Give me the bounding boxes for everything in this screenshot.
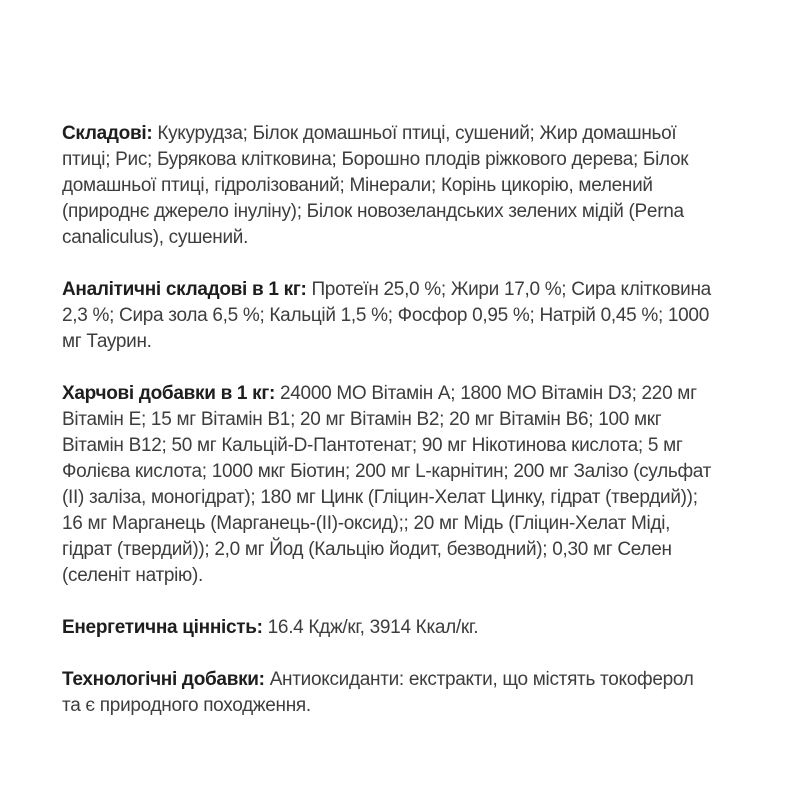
section-nutritional-additives: [62, 381, 712, 589]
section-energy-value: [62, 615, 712, 641]
section-energy-value-text: 16.4 Кдж/кг, 3914 Ккал/кг.: [267, 617, 479, 638]
section-nutritional-additives-text: 24000 МО Вітамін A; 1800 МО Вітамін D3; 220 мг Вітамін E; 15 мг Вітамін B1; 20 мг Вітамін B2; 20 мг Вітамін B6; 100 мкг Вітамін B12; 50 мг Кальцій-D-Пантотенат; 90 мг Нікотинова кислота; 5 мг Фолієва кислота; 1000 мкг Біотин; 200 мг L-карнітин; 200 мг Залізо (сульфат (II) заліза, моногідрат); 180 мг Цинк (Гліцин-Хелат Цинку, гідрат (твердий)); 16 мг Марганець (Марганець-(II)-оксид);; 20 мг Мідь (Гліцин-Хелат Міді, гідрат (твердий)); 2,0 мг Йод (Кальцію йодит, безводний); 0,30 мг Селен (селеніт натрію).: [62, 383, 712, 586]
section-ingredients-text: Кукурудза; Білок домашньої птиці, сушений; Жир домашньої птиці; Рис; Бурякова клітковина; Борошно плодів ріжкового дерева; Білок домашньої птиці, гідролізований; Мінерали; Корінь цикорію, мелений (природнє джерело інуліну); Білок новозеландських зелених мідій (Perna canaliculus), сушений.: [62, 123, 689, 248]
section-analytical-constituents-text: Протеїн 25,0 %; Жири 17,0 %; Сира клітковина 2,3 %; Сира зола 6,5 %; Кальцій 1,5 %; Фосфор 0,95 %; Натрій 0,45 %; 1000 мг Таурин.: [62, 279, 711, 352]
product-composition-document: [62, 121, 712, 745]
section-energy-value-label: Енергетична цінність:: [62, 617, 263, 638]
section-technological-additives-label: Технологічні добавки:: [62, 669, 265, 690]
section-technological-additives: [62, 667, 712, 719]
section-ingredients: [62, 121, 712, 251]
section-technological-additives-text: Антиоксиданти: екстракти, що містять токоферол та є природного походження.: [62, 669, 694, 716]
section-ingredients-label: Складові:: [62, 123, 153, 144]
section-nutritional-additives-label: Харчові добавки в 1 кг:: [62, 383, 276, 404]
section-analytical-constituents: [62, 277, 712, 355]
section-analytical-constituents-label: Аналітичні складові в 1 кг:: [62, 279, 307, 300]
